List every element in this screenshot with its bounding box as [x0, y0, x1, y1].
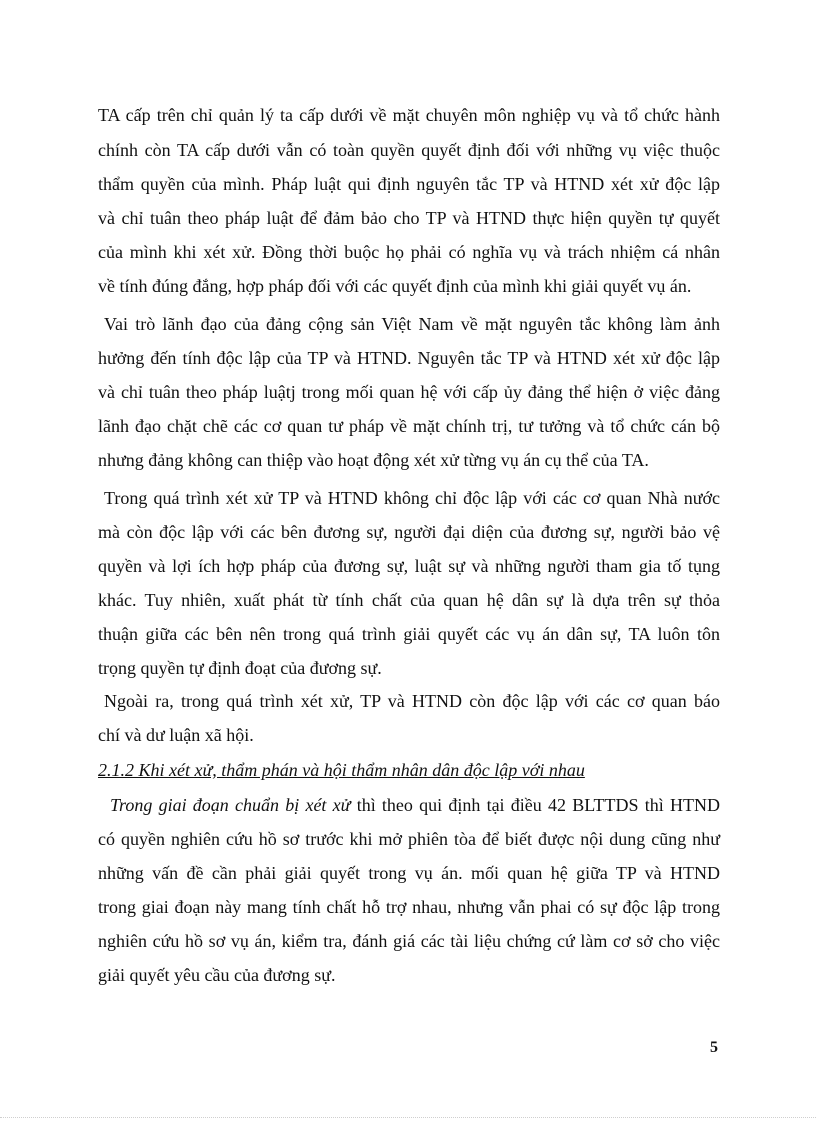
paragraph-4-line-2: chí và dư luận xã hội.	[98, 725, 254, 745]
paragraph-1-line-1: TA cấp trên chỉ quản lý ta cấp dưới về mặt chuyên môn nghiệp vụ và tổ chức hành	[98, 105, 720, 125]
page-bottom-divider	[0, 1117, 816, 1118]
paragraph-5-italic-lead: Trong giai đoạn chuẩn bị xét xử	[110, 795, 351, 815]
paragraph-2-line-1: Vai trò lãnh đạo của đảng cộng sản Việt Nam về mặt nguyên tắc không làm ảnh	[104, 314, 720, 334]
paragraph-3-line-4: khác. Tuy nhiên, xuất phát từ tính chất của quan hệ dân sự là dựa trên sự thỏa	[98, 590, 720, 610]
paragraph-1-line-5: của mình khi xét xử. Đồng thời buộc họ phải có nghĩa vụ và trách nhiệm cá nhân	[98, 242, 720, 262]
paragraph-5-line-6: giải quyết yêu cầu của đương sự.	[98, 965, 336, 985]
paragraph-1-line-2: chính còn TA cấp dưới vẫn có toàn quyền quyết định đối với những vụ việc thuộc	[98, 140, 720, 160]
paragraph-5-line-1	[110, 794, 720, 816]
paragraph-5-line-1-rest: thì theo qui định tại điều 42 BLTTDS thì HTND	[350, 795, 720, 815]
paragraph-2-line-2: hưởng đến tính độc lập của TP và HTND. Nguyên tắc TP và HTND xét xử độc lập	[98, 348, 720, 368]
paragraph-1-line-6: về tính đúng đắng, hợp pháp đối với các quyết định của mình khi giải quyết vụ án.	[98, 276, 692, 296]
paragraph-5-line-2: có quyền nghiên cứu hồ sơ trước khi mở phiên tòa để biết được nội dung cũng như	[98, 829, 720, 849]
paragraph-4-line-1: Ngoài ra, trong quá trình xét xử, TP và HTND còn độc lập với các cơ quan báo	[104, 691, 720, 711]
paragraph-5-line-4: trong giai đoạn này mang tính chất hỗ trợ nhau, nhưng vẫn phai có sự độc lập trong	[98, 897, 720, 917]
paragraph-3-line-5: thuận giữa các bên nên trong quá trình giải quyết các vụ án dân sự, TA luôn tôn	[98, 624, 720, 644]
paragraph-5-line-3: những vấn đề cần phải giải quyết trong vụ án. mối quan hệ giữa TP và HTND	[98, 863, 720, 883]
page-number: 5	[710, 1039, 718, 1056]
paragraph-3-line-6: trọng quyền tự định đoạt của đương sự.	[98, 658, 382, 678]
paragraph-2-line-4: lãnh đạo chặt chẽ các cơ quan tư pháp về mặt chính trị, tư tưởng và tổ chức cán bộ	[98, 416, 720, 436]
paragraph-1-line-3: thẩm quyền của mình. Pháp luật qui định nguyên tắc TP và HTND xét xử độc lập	[98, 174, 720, 194]
section-heading: 2.1.2 Khi xét xử, thẩm phán và hội thẩm nhân dân độc lập với nhau	[98, 760, 585, 780]
paragraph-3-line-3: quyền và lợi ích hợp pháp của đương sự, luật sự và những người tham gia tố tụng	[98, 556, 720, 576]
paragraph-1-line-4: và chỉ tuân theo pháp luật để đảm bảo cho TP và HTND thực hiện quyền tự quyết	[98, 208, 720, 228]
paragraph-3-line-2: mà còn độc lập với các bên đương sự, người đại diện của đương sự, người bảo vệ	[98, 522, 720, 542]
paragraph-3-line-1: Trong quá trình xét xử TP và HTND không chỉ độc lập với các cơ quan Nhà nước	[104, 488, 720, 508]
paragraph-5-line-5: nghiên cứu hồ sơ vụ án, kiểm tra, đánh giá các tài liệu chứng cứ làm cơ sở cho việc	[98, 931, 720, 951]
paragraph-2-line-3: và chỉ tuân theo pháp luậtj trong mối quan hệ với cấp ủy đảng thể hiện ở việc đảng	[98, 382, 720, 402]
paragraph-2-line-5: nhưng đảng không can thiệp vào hoạt động xét xử từng vụ án cụ thể của TA.	[98, 450, 649, 470]
